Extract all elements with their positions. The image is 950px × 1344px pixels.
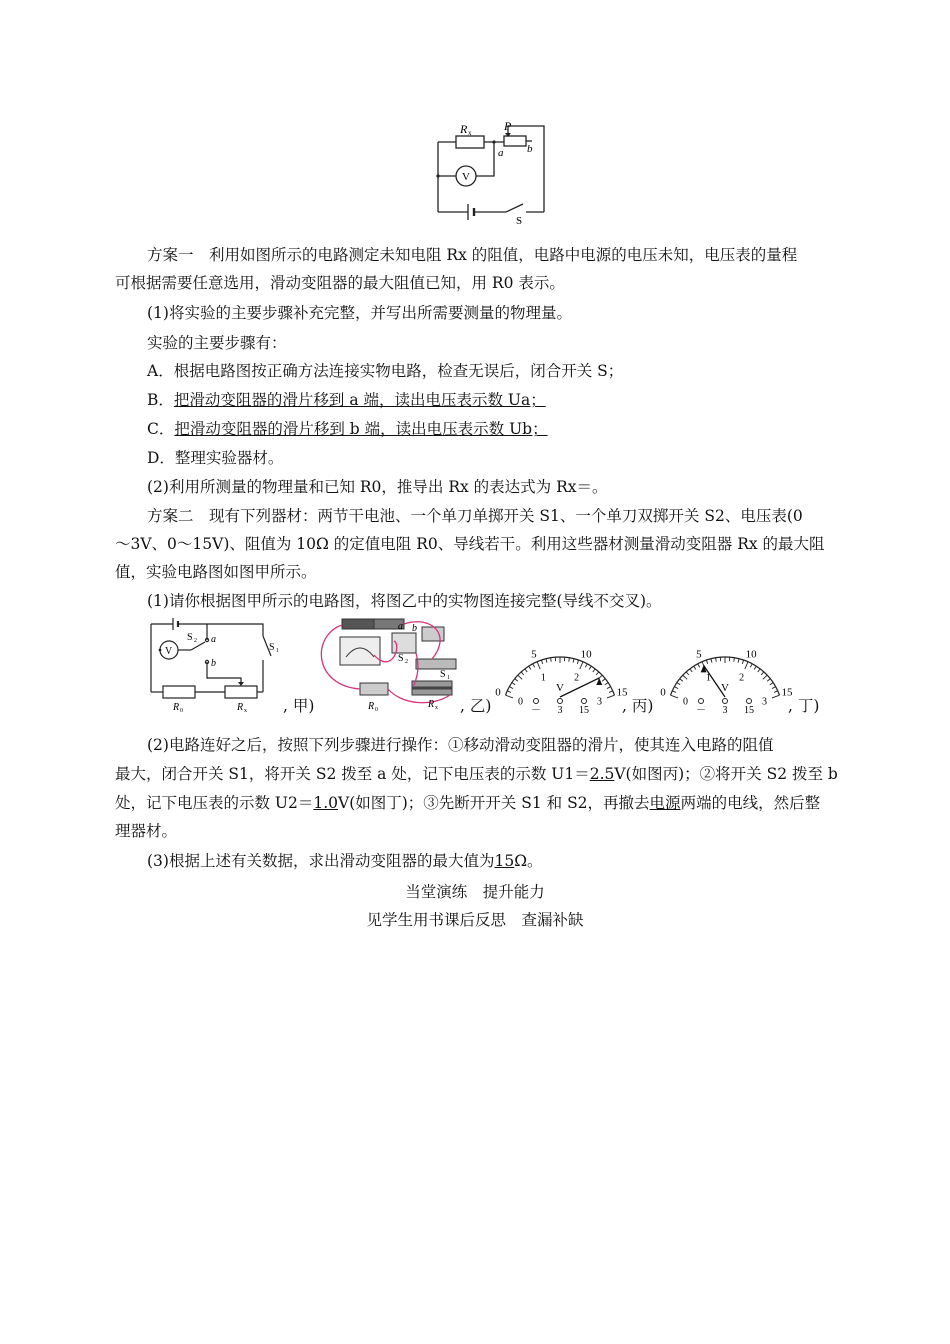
ding-tick — [670, 695, 678, 698]
plan1-intro-line2: 可根据需要任意选用，滑动变阻器的最大阻值已知，用 R0 表示。 — [115, 274, 565, 292]
bing-tick — [541, 660, 542, 664]
bing-outer-label: 15 — [616, 686, 628, 699]
ding-terminal-label: － — [696, 705, 706, 716]
plan1-question2: (2)利用所测量的物理量和已知 R0，推导出 Rx 的表达式为 Rx＝。 — [147, 478, 608, 496]
bing-tick — [509, 687, 512, 689]
plan2-q2-line4: 理器材。 — [115, 822, 178, 840]
plan1-step-c — [147, 420, 548, 438]
label-rx-sub: x — [468, 129, 472, 137]
jia-s1-label: S — [269, 642, 275, 653]
ding-tick — [734, 658, 735, 662]
jia-s1-sub: 1 — [276, 648, 279, 654]
yi-rx-label: R — [428, 699, 435, 710]
plan2-intro-line3: 值，实验电路图如图甲所示。 — [115, 563, 317, 581]
voltmeter-dial-ding — [655, 620, 795, 716]
bing-tick — [589, 666, 591, 669]
bing-tick — [507, 691, 511, 693]
yi-s1-sub: 1 — [447, 675, 450, 681]
ding-tick — [767, 679, 770, 681]
jia-s2-label: S — [187, 632, 193, 643]
bing-terminal — [582, 699, 587, 704]
apparatus-diagram-yi — [312, 615, 472, 715]
bing-inner-label: 2 — [574, 672, 580, 684]
yi-s2-label: S — [398, 653, 404, 664]
bing-tick — [573, 659, 574, 663]
bing-tick — [609, 691, 613, 693]
q2-line2-b: V(如图丙)；②将开关 S2 拨至 b — [614, 765, 838, 783]
q2-line3-b: V(如图丁)；③先断开开关 S1 和 S2，再撤去 — [338, 794, 650, 812]
circuit-diagram-jia — [143, 618, 283, 714]
label-a: a — [498, 147, 504, 159]
ding-tick — [772, 687, 775, 689]
bing-tick — [518, 675, 522, 679]
plan2-question3 — [147, 852, 543, 870]
jia-r0-label: R — [173, 702, 180, 713]
ding-terminal — [699, 699, 704, 704]
bing-tick — [533, 664, 535, 668]
q2-answer-u2: 1.0 — [313, 794, 339, 812]
bing-inner-label: 0 — [518, 696, 524, 708]
yi-s2-sub: 2 — [405, 659, 408, 665]
ding-tick — [672, 691, 676, 693]
yi-r0-label: R — [368, 701, 375, 712]
plan1-intro-line1: 方案一 利用如图所示的电路测定未知电阻 Rx 的阻值，电路中电源的电压未知，电压表的量程 — [147, 246, 798, 264]
bing-tick — [577, 660, 578, 664]
ding-inner-label: 2 — [739, 672, 745, 684]
ding-tick — [772, 695, 780, 698]
section-subtitle: 见学生用书课后反思 查漏补缺 — [366, 911, 584, 929]
bing-terminal-label: 15 — [579, 705, 589, 716]
bing-outer-label: 0 — [495, 686, 501, 699]
plan2-q2-line2 — [115, 765, 838, 783]
ding-terminal-label: 3 — [722, 705, 728, 716]
jia-rx-sub: x — [244, 708, 247, 714]
bing-terminal — [534, 699, 539, 704]
q3-answer: 15 — [494, 852, 515, 870]
ding-tick — [690, 669, 692, 672]
step-b-prefix: B． — [147, 391, 174, 409]
bing-tick — [525, 669, 527, 672]
bing-tick — [537, 662, 540, 669]
bing-tick — [512, 683, 515, 685]
jia-s2-sub: 2 — [194, 638, 197, 644]
bing-tick — [602, 679, 605, 681]
ding-tick — [770, 683, 773, 685]
bing-tick — [551, 658, 552, 662]
ding-tick — [706, 660, 707, 664]
ding-inner-label: 3 — [761, 696, 767, 708]
plan1-step-a: A．根据电路图按正确方法连接实物电路，检查无误后，闭合开关 S； — [147, 362, 624, 380]
ding-tick — [754, 666, 756, 669]
bing-tick — [546, 659, 547, 663]
jia-b-label: b — [211, 658, 216, 669]
bing-tick — [580, 662, 583, 669]
plan2-intro-line1: 方案二 现有下列器材：两节干电池、一个单刀单掷开关 S1、一个单刀双掷开关 S2、电压表(0 — [147, 507, 803, 525]
jia-rx-label: R — [237, 702, 244, 713]
ding-tick — [680, 679, 683, 681]
bing-terminal — [558, 699, 563, 704]
bing-tick — [515, 679, 518, 681]
plan1-question1: (1)将实验的主要步骤补充完整，并写出所需要测量的物理量。 — [147, 304, 572, 322]
bing-tick — [505, 695, 513, 698]
label-s: S — [516, 215, 523, 225]
ding-inner-label: 0 — [683, 696, 689, 708]
ding-terminal — [723, 699, 728, 704]
yi-r0-sub: 0 — [375, 707, 378, 713]
ding-tick — [742, 660, 743, 664]
fig-yi-caption: , 乙) — [460, 697, 492, 715]
bing-tick — [607, 695, 615, 698]
ding-tick — [677, 683, 680, 685]
ding-tick — [698, 664, 700, 668]
plan2-q2-line1: (2)电路连好之后，按照下列步骤进行操作：①移动滑动变阻器的滑片，使其连入电路的阻值 — [147, 736, 774, 754]
section-title: 当堂演练 提升能力 — [405, 883, 545, 901]
ding-tick — [711, 659, 712, 663]
ding-tick — [750, 664, 752, 668]
bing-unit-label: V — [556, 682, 564, 694]
bing-tick — [521, 672, 524, 675]
ding-tick — [758, 669, 760, 672]
bing-tick — [593, 669, 595, 672]
q2-line3-a: 处，记下电压表的示数 U2＝ — [115, 794, 314, 812]
ding-terminal-label: 15 — [744, 705, 754, 716]
fig-jia-caption: , 甲) — [283, 697, 315, 715]
ding-tick — [674, 687, 677, 689]
yi-a-label: a — [398, 621, 403, 632]
plan1-step-b — [147, 391, 546, 409]
label-p: P — [504, 120, 512, 133]
ding-tick — [686, 672, 689, 675]
jia-a-label: a — [211, 634, 216, 645]
ding-outer-label: 10 — [745, 648, 757, 661]
plan2-q2-line3 — [115, 794, 820, 812]
bing-tick — [569, 658, 570, 662]
ding-outer-label: 15 — [781, 686, 793, 699]
ding-unit-label: V — [721, 682, 729, 694]
ding-terminal — [747, 699, 752, 704]
ding-tick — [774, 691, 778, 693]
q2-answer-u1: 2.5 — [589, 765, 615, 783]
yi-rx-sub: x — [435, 705, 438, 711]
step-c-answer: 把滑动变阻器的滑片移到 b 端，读出电压表示数 Ub； — [174, 420, 548, 438]
fig-ding-caption: , 丁) — [788, 697, 820, 715]
bing-outer-label: 5 — [531, 648, 537, 661]
yi-b-label: b — [412, 623, 417, 634]
ding-outer-label: 5 — [696, 648, 702, 661]
step-b-answer: 把滑动变阻器的滑片移到 a 端，读出电压表示数 Ua； — [173, 391, 546, 409]
plan1-step-d: D．整理实验器材。 — [147, 449, 284, 467]
jia-r0-sub: 0 — [180, 708, 183, 714]
bing-terminal-label: 3 — [557, 705, 563, 716]
bing-tick — [607, 687, 610, 689]
bing-inner-label: 1 — [540, 672, 546, 684]
ding-tick — [738, 659, 739, 663]
ding-tick — [683, 675, 687, 679]
fig-bing-caption: , 丙) — [622, 697, 654, 715]
voltmeter-dial-bing — [490, 620, 630, 716]
ding-inner-label: 1 — [705, 672, 711, 684]
q2-answer-source: 电源 — [649, 794, 681, 812]
bing-tick — [596, 672, 599, 675]
label-v: V — [462, 171, 470, 183]
bing-tick — [605, 683, 608, 685]
ding-tick — [745, 662, 748, 669]
q2-line2-a: 最大，闭合开关 S1，将开关 S2 拨至 a 处，记下电压表的示数 U1＝ — [115, 765, 590, 783]
circuit-diagram-top — [428, 120, 558, 225]
ding-tick — [716, 658, 717, 662]
bing-tick — [585, 664, 587, 668]
ding-tick — [763, 675, 767, 679]
ding-tick — [694, 666, 696, 669]
ding-outer-label: 0 — [660, 686, 666, 699]
label-b: b — [527, 143, 533, 155]
label-rx: R — [460, 122, 468, 136]
bing-outer-label: 10 — [580, 648, 592, 661]
bing-inner-label: 3 — [596, 696, 602, 708]
q3-text-b: Ω。 — [514, 852, 543, 870]
step-c-prefix: C． — [147, 420, 175, 438]
q3-text-a: (3)根据上述有关数据，求出滑动变阻器的最大值为 — [147, 852, 495, 870]
ding-tick — [761, 672, 764, 675]
bing-tick — [529, 666, 531, 669]
bing-terminal-label: － — [531, 705, 541, 716]
jia-v-label: V — [165, 646, 173, 657]
bing-pointer — [560, 678, 599, 697]
plan2-intro-line2: ～3V、0～15V)、阻值为 10Ω 的定值电阻 R0、导线若干。利用这些器材测量滑动变阻器 Rx 的最大阻 — [115, 535, 825, 553]
yi-s1-label: S — [440, 669, 446, 680]
plan2-question1: (1)请你根据图甲所示的电路图，将图乙中的实物图连接完整(导线不交叉)。 — [147, 592, 662, 610]
plan1-steps-title: 实验的主要步骤有： — [147, 334, 287, 352]
q2-line3-c: 两端的电线，然后整 — [680, 794, 821, 812]
